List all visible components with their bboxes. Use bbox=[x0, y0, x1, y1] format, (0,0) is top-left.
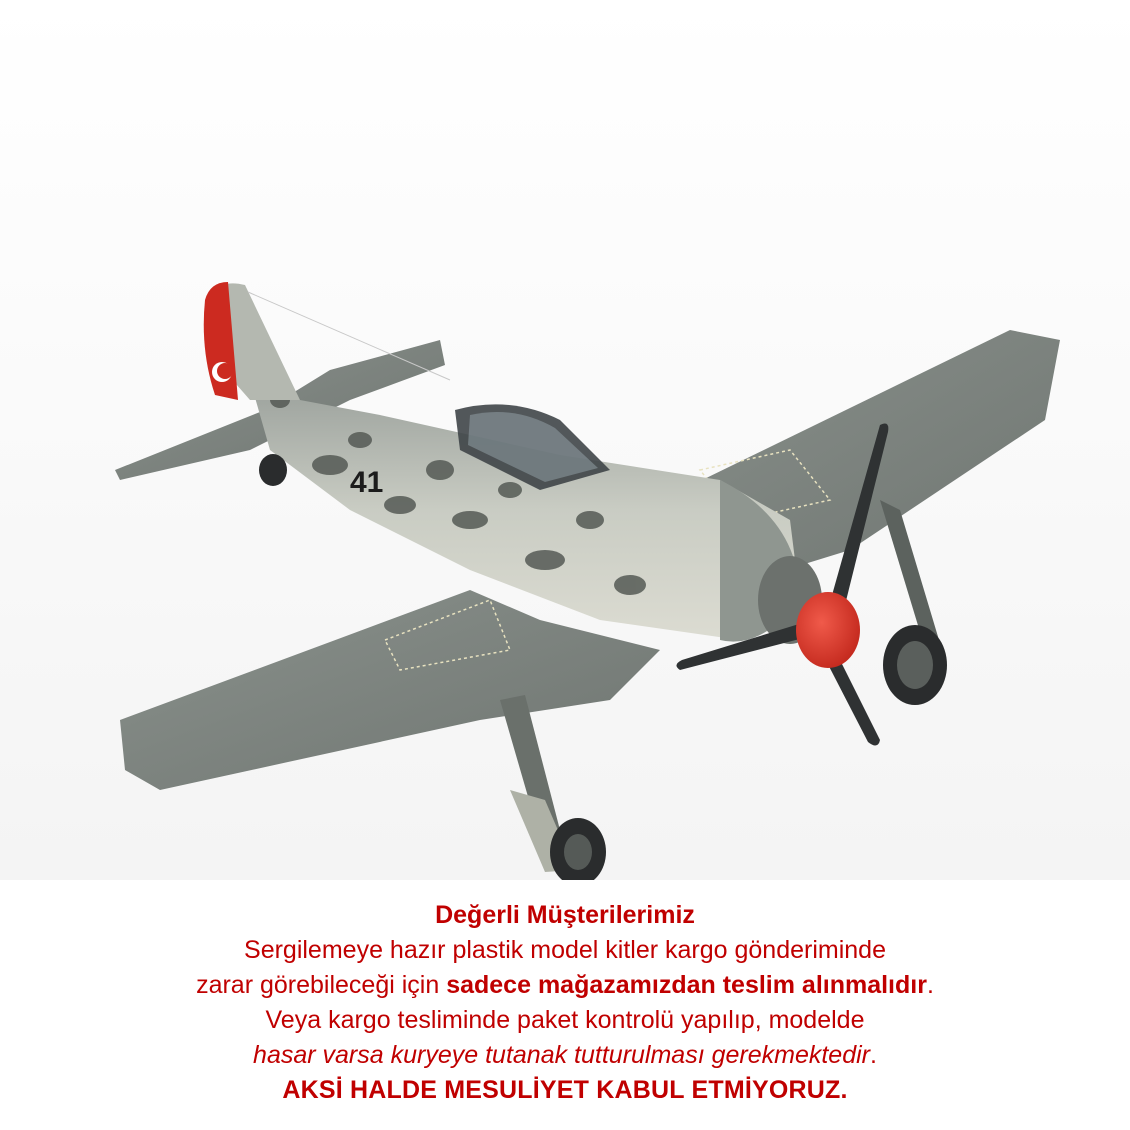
customer-notice bbox=[0, 898, 1130, 1108]
notice-line-2-end: . bbox=[926, 971, 934, 999]
notice-line-2-start: zarar görebileceği için bbox=[196, 971, 447, 999]
red-spinner bbox=[796, 592, 860, 668]
tail-wheel bbox=[259, 454, 287, 486]
fuselage-number: 41 bbox=[350, 466, 384, 499]
notice-heading: Değerli Müşterilerimiz bbox=[435, 901, 695, 929]
notice-line-4-italic: hasar varsa kuryeye tutanak tutturulması gerekmektedir bbox=[253, 1041, 870, 1069]
notice-line-1: Sergilemeye hazır plastik model kitler kargo gönderiminde bbox=[244, 936, 886, 964]
notice-line-2-bold: sadece mağazamızdan teslim alınmalıdır bbox=[446, 971, 927, 999]
notice-line-4 bbox=[0, 1038, 1130, 1073]
notice-line-2 bbox=[0, 968, 1130, 1003]
notice-line-3: Veya kargo tesliminde paket kontrolü yapılıp, modelde bbox=[265, 1006, 865, 1034]
notice-warning: AKSİ HALDE MESULİYET KABUL ETMİYORUZ. bbox=[282, 1076, 848, 1104]
notice-line-4-end: . bbox=[870, 1041, 877, 1069]
